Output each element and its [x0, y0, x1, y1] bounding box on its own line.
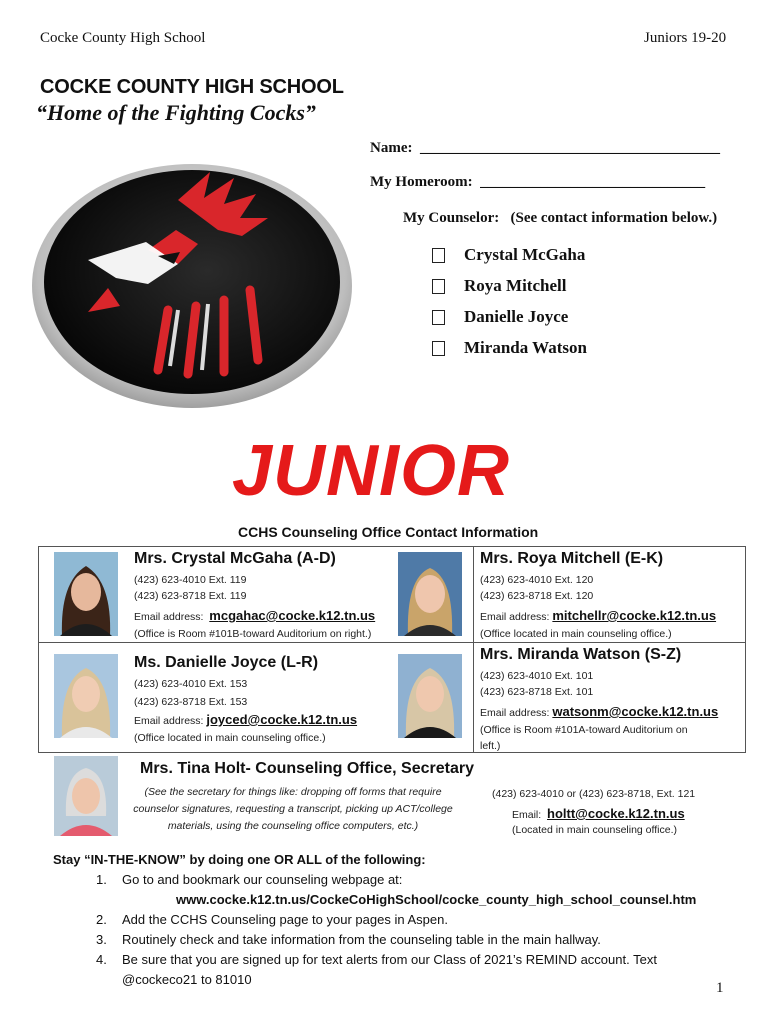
- email-link[interactable]: joyced@cocke.k12.tn.us: [206, 712, 358, 727]
- list-number: 2.: [96, 912, 107, 927]
- joyce-photo: [54, 654, 118, 738]
- counselor-option-label: Roya Mitchell: [464, 276, 567, 295]
- counselor-option-label: Miranda Watson: [464, 338, 587, 357]
- email-label: Email address:: [134, 715, 204, 727]
- counselor-option[interactable]: [432, 307, 568, 327]
- counseling-url[interactable]: www.cocke.k12.tn.us/CockeCoHighSchool/cocke_county_high_school_counsel.htm: [176, 892, 697, 907]
- secretary-phone: (423) 623-4010 or (423) 623-8718, Ext. 121: [492, 788, 696, 800]
- checkbox[interactable]: [432, 310, 445, 325]
- office-note: (Office located in main counseling office.): [134, 732, 326, 744]
- secretary-note: materials, using the counseling office computers, etc.): [167, 820, 419, 832]
- email-link[interactable]: mcgahac@cocke.k12.tn.us: [209, 608, 376, 623]
- homeroom-field[interactable]: My Homeroom: ______________________________: [370, 174, 706, 190]
- office-note: (Office located in main counseling office.): [480, 628, 672, 640]
- phone: (423) 623-4010 Ext. 119: [134, 574, 247, 586]
- email-label: Email:: [512, 809, 542, 821]
- phone: (423) 623-4010 Ext. 153: [134, 678, 248, 690]
- checkbox[interactable]: [432, 248, 445, 263]
- email-link[interactable]: holtt@cocke.k12.tn.us: [547, 806, 685, 821]
- office-note: (Office is Room #101A-toward Auditorium on: [480, 724, 688, 736]
- junior-banner: JUNIOR: [232, 431, 511, 511]
- email-link[interactable]: mitchellr@cocke.k12.tn.us: [552, 608, 717, 623]
- office-note: (Office is Room #101B-toward Auditorium on right.): [134, 628, 372, 640]
- checkbox[interactable]: [432, 341, 445, 356]
- secretary-note: (See the secretary for things like: dropping off forms that require: [144, 786, 442, 798]
- counselor-label: My Counselor: (See contact information below.): [403, 210, 718, 226]
- secretary-name: Mrs. Tina Holt- Counseling Office, Secretary: [140, 760, 474, 777]
- mcgaha-photo: [54, 552, 118, 636]
- stay-heading: Stay “IN-THE-KNOW” by doing one OR ALL of the following:: [53, 852, 426, 867]
- counselor-name: Ms. Danielle Joyce (L-R): [134, 654, 319, 671]
- counselor-option[interactable]: [432, 338, 587, 358]
- counselor-option[interactable]: [432, 245, 585, 265]
- counselor-option-label: Danielle Joyce: [464, 307, 569, 326]
- header-class-year: Juniors 19-20: [644, 30, 727, 46]
- contact-table: [38, 546, 746, 846]
- office-note: (Located in main counseling office.): [512, 824, 677, 836]
- office-note: left.): [480, 740, 501, 752]
- phone: (423) 623-8718 Ext. 153: [134, 696, 248, 708]
- email-label: Email address:: [480, 707, 550, 719]
- phone: (423) 623-8718 Ext. 101: [480, 686, 594, 698]
- list-item: Be sure that you are signed up for text alerts from our Class of 2021’s REMIND account. Text: [122, 952, 657, 967]
- counselor-name: Mrs. Roya Mitchell (E-K): [480, 550, 664, 567]
- mitchell-photo: [398, 552, 462, 636]
- email-label: Email address:: [480, 611, 550, 623]
- phone: (423) 623-4010 Ext. 101: [480, 670, 594, 682]
- phone: (423) 623-4010 Ext. 120: [480, 574, 594, 586]
- motto: “Home of the Fighting Cocks”: [36, 100, 316, 125]
- email-label: Email address:: [134, 611, 204, 623]
- list-number: 1.: [96, 872, 107, 887]
- header-school: Cocke County High School: [40, 30, 206, 46]
- list-number: 4.: [96, 952, 107, 967]
- list-item-continued: @cockeco21 to 81010: [122, 972, 252, 987]
- email-link[interactable]: watsonm@cocke.k12.tn.us: [552, 704, 719, 719]
- page-title: COCKE COUNTY HIGH SCHOOL: [40, 76, 344, 98]
- contact-heading: CCHS Counseling Office Contact Information: [238, 524, 539, 540]
- counselor-name: Mrs. Crystal McGaha (A-D): [134, 550, 336, 567]
- rooster-logo: [28, 160, 356, 417]
- checkbox[interactable]: [432, 279, 445, 294]
- holt-photo: [54, 756, 118, 836]
- list-number: 3.: [96, 932, 107, 947]
- list-item: Routinely check and take information from the counseling table in the main hallway.: [122, 932, 601, 947]
- phone: (423) 623-8718 Ext. 119: [134, 590, 247, 602]
- list-item: Add the CCHS Counseling page to your pages in Aspen.: [122, 912, 448, 927]
- counselor-option-label: Crystal McGaha: [464, 245, 586, 264]
- secretary-note: counselor signatures, requesting a transcript, picking up ACT/college: [133, 803, 453, 815]
- counselor-name: Mrs. Miranda Watson (S-Z): [480, 646, 682, 663]
- counselor-option[interactable]: [432, 276, 566, 296]
- name-field[interactable]: Name: ________________________________________: [370, 140, 720, 156]
- list-item: Go to and bookmark our counseling webpage at:: [122, 872, 403, 887]
- page-number: 1: [716, 980, 724, 996]
- watson-photo: [398, 654, 462, 738]
- phone: (423) 623-8718 Ext. 120: [480, 590, 594, 602]
